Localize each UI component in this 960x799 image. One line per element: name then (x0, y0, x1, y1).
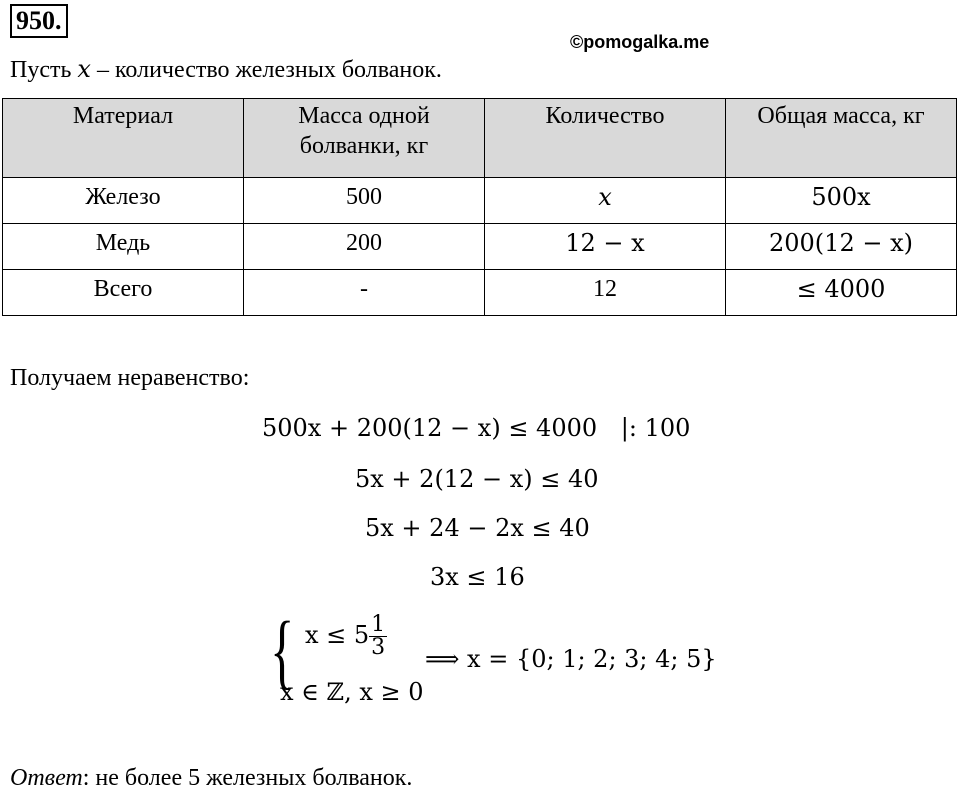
cell-quantity: 12 (485, 270, 726, 316)
cell-material: Железо (3, 178, 244, 224)
cell-material: Медь (3, 224, 244, 270)
intro-text (10, 55, 442, 84)
answer (10, 765, 412, 792)
equation-step: 5x + 24 − 2x ≤ 40 (365, 514, 590, 542)
equation-step: 3x ≤ 16 (430, 563, 525, 591)
cell-material: Всего (3, 270, 244, 316)
cell-quantity: x (485, 178, 726, 224)
table-row (3, 224, 957, 270)
cell-quantity: 12 − x (485, 224, 726, 270)
equation-note: |: 100 (620, 414, 691, 442)
answer-label: Ответ (10, 765, 83, 791)
system-line-2: x ∈ ℤ, x ≥ 0 (280, 678, 424, 706)
system-line-1 (305, 614, 387, 659)
table-header-row (3, 99, 957, 178)
intro-variable: x (77, 55, 91, 83)
implication: ⟹ x = {0; 1; 2; 3; 4; 5} (425, 645, 717, 673)
fraction-numerator: 1 (371, 612, 386, 637)
mass-table (2, 98, 957, 316)
cell-unit-mass: 500 (244, 178, 485, 224)
system-line-1-prefix: x ≤ 5 (305, 621, 370, 649)
problem-number: 950. (10, 4, 68, 38)
cell-unit-mass: 200 (244, 224, 485, 270)
header-unit-mass: Масса одной болванки, кг (244, 99, 485, 178)
header-quantity: Количество (485, 99, 726, 178)
cell-unit-mass: - (244, 270, 485, 316)
equation-expr: 500x + 200(12 − x) ≤ 4000 (262, 414, 598, 442)
intro-before: Пусть (10, 57, 78, 83)
system-brace: { (270, 605, 295, 698)
inequality-label: Получаем неравенство: (10, 365, 250, 391)
cell-total-mass: 200(12 − x) (726, 224, 957, 270)
table-row (3, 178, 957, 224)
intro-after: – количество железных болванок. (90, 57, 442, 83)
header-total-mass: Общая масса, кг (726, 99, 957, 178)
fraction-denominator: 3 (371, 635, 386, 660)
cell-total-mass: 500x (726, 178, 957, 224)
fraction (369, 614, 387, 659)
equation-step (262, 414, 690, 442)
watermark: ©pomogalka.me (570, 32, 710, 52)
cell-total-mass: ≤ 4000 (726, 270, 957, 316)
equation-step: 5x + 2(12 − x) ≤ 40 (355, 465, 599, 493)
header-material: Материал (3, 99, 244, 178)
answer-text: : не более 5 железных болванок. (82, 765, 413, 791)
table-row (3, 270, 957, 316)
